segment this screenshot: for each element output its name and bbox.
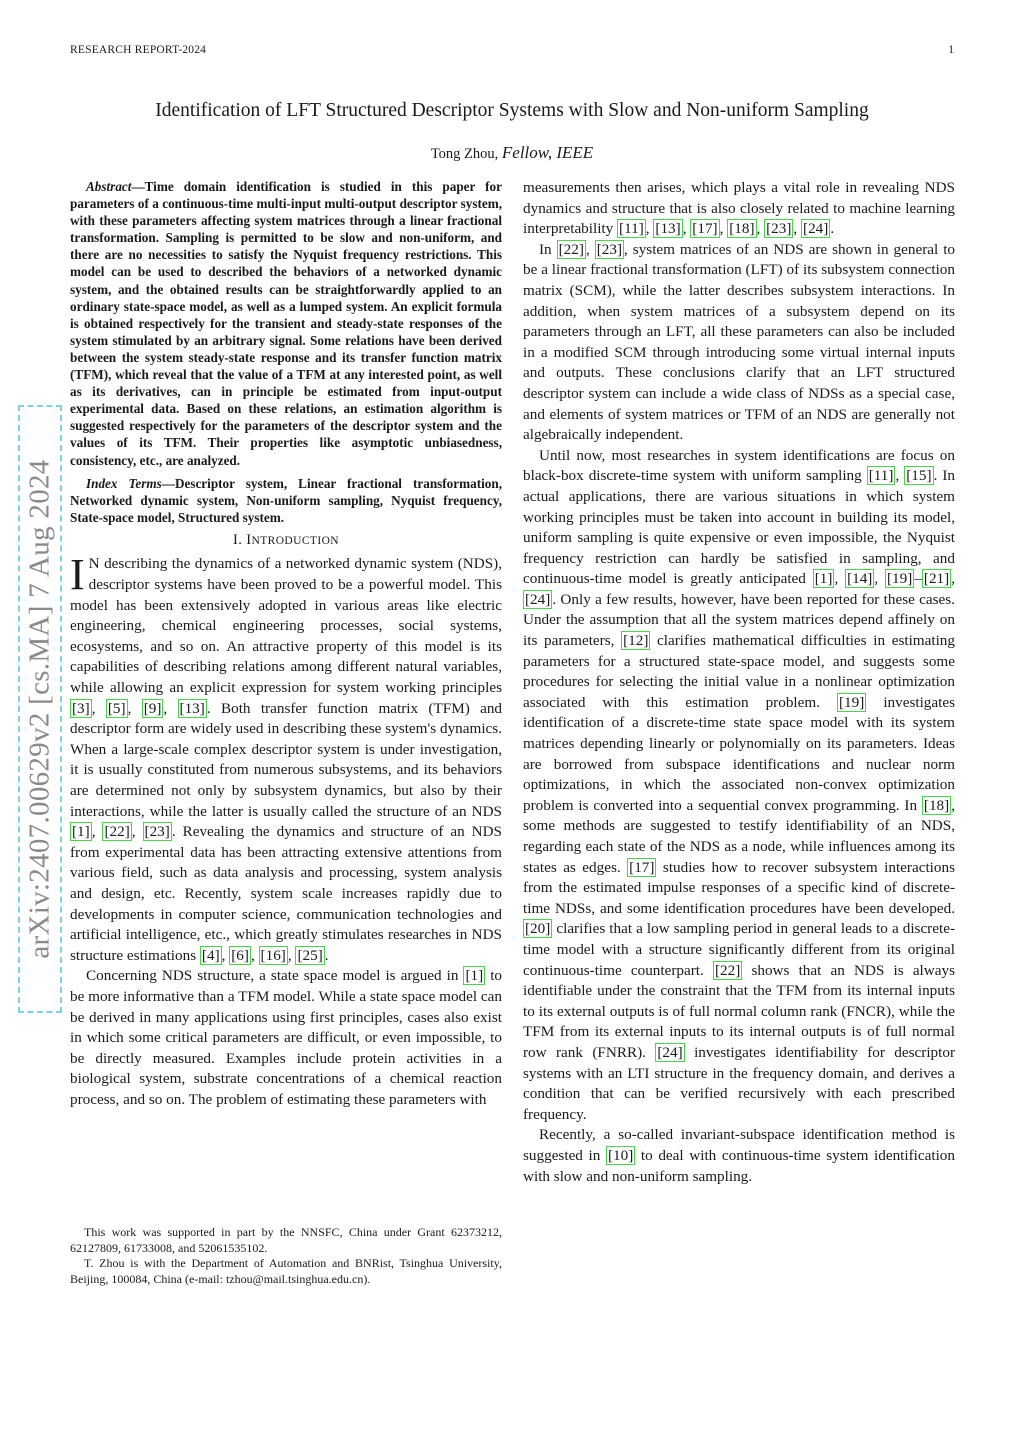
page-number: 1	[948, 44, 954, 56]
citation-link[interactable]: [23]	[596, 240, 623, 258]
citation-link[interactable]: [1]	[465, 967, 484, 985]
index-terms-lead: Index Terms	[86, 475, 162, 491]
author-role: Fellow, IEEE	[501, 143, 594, 162]
abstract-text: —Time domain identification is studied in this paper for parameters of a continuous-time multi-input multi-output descriptor system, with these parameters affecting system matrices through a linear fractional transformation. Sampling is permitted to be slow and non-uniform, and there are no necessities to satisfy the Nyquist frequency restrictions. This model can be used to described the behaviors of a networked dynamic system, and the obtained results can be straightforwardly applied to an ordinary state-space model, as well as a lumped system. An explicit formula is obtained respectively for the transient and steady-state responses of the system stimulated by an arbitrary signal. Some relations have been derived between the system steady-state response and its transfer function matrix (TFM), which reveal that the value of a TFM at any interested point, as well as its derivatives, can in principle be estimated from input-output experimental data. Based on these relations, an estimation algorithm is suggested respectively for the parameters of the descriptor system and the values of its TFM. Their properties like asymptotic unbiasedness, consistency, etc., are analyzed.	[70, 179, 502, 468]
citation-link[interactable]: [13]	[655, 220, 681, 238]
section-title-rest: NTRODUCTION	[251, 534, 339, 547]
citation-link[interactable]: [19]	[887, 570, 913, 588]
abstract-lead: Abstract	[86, 179, 132, 194]
paragraph-4: Until now, most researches in system identifications are focus on black-box discrete-time system with uniform sampling [11] , [15] . In actual applications, there are various situations in which system working principles must be taken into account in building its model, uniform sampling is quite expensive or even impossible, the Nyquist frequency restriction can hardly be satisfied in sampling, and continuous-time model is greatly anticipated [1] , [14] , [19] – [21] , [24] . Only a few results, however, have been reported for these cases. Under the assumption that all the system matrices depend affinely on its parameters, [12] clarifies mathematical difficulties in estimating parameters for a structured state-space model, and suggests some procedures for selecting the initial value in a nonlinear optimization associated with this estimation problem. [19] investigates identification of a discrete-time state space model with its system matrices depending linearly or polynomially on its parameters. Ideas are borrowed from subspace identifications and nuclear norm optimizations, in which the associated non-convex optimization problem is converted into a sequential convex programming. In [18] , some methods are suggested to testify identifiability of an NDS, regarding each state of the NDS as a node, while influences among its states as edges. [17] studies how to recover subsystem interactions from the estimated impulse responses of a specific kind of discrete-time NDSs, and some identification procedures have been developed. [20] clarifies that a low sampling period in general leads to a discrete-time model with a structure significantly different from its original continuous-time counterpart. [22] shows that an NDS is always identifiable under the constraint that the TFM from its internal inputs to its external outputs is of full normal column rank (FNCR), while the TFM from its external inputs to its internal outputs is of full normal row rank (FNRR). [24] investigates identifiability for descriptor systems with an LTI structure in the frequency domain, and derives a condition that can be verified recursively with each prescribed frequency.	[523, 446, 956, 1123]
paragraph-3: In [22] , [23] , system matrices of an NDS are shown in general to be a linear fractional transformation (LFT) of its subsystem connection matrix (SCM), while the latter describes subsystem interactions. In addition, when system matrices of a subsystem depend on its parameters through an LFT, all these parameters can also be included in a modified SCM through introducing some virtual internal inputs and outputs. These conclusions clarify that an LFT structured descriptor system can include a wide class of NDSs as a special case, and elements of system matrices or TFM of an NDS are generally not algebraically independent.	[523, 240, 956, 444]
left-column	[70, 178, 502, 1111]
drop-cap: I	[70, 550, 85, 600]
citation-link[interactable]: [18]	[923, 796, 950, 814]
citation-link[interactable]: [21]	[923, 570, 950, 588]
index-terms	[70, 475, 502, 526]
citation-link[interactable]: [15]	[906, 467, 932, 485]
paragraph-2-continued: measurements then arises, which plays a vital role in revealing NDS dynamics and structure that is also closely related to machine learning interpretability [11] , [13] , [17] , [18] , [23] , [24] .	[523, 179, 955, 238]
paragraph-2: Concerning NDS structure, a state space model is argued in [1] to be more informative than a TFM model. While a state space model can be derived in many applications using first principles, cases also exist in which some critical parameters are difficult, or even impossible, to be directly measured. Examples include protein activities in a biological system, substrate concentrations of a chemical reaction process, and so on. The problem of estimating these parameters with	[70, 967, 503, 1108]
citation-link[interactable]: [11]	[619, 220, 644, 238]
citation-link[interactable]: [10]	[607, 1146, 634, 1164]
citation-link[interactable]: [5]	[107, 699, 126, 717]
section-number: I.	[233, 531, 243, 548]
footnote-affiliation: T. Zhou is with the Department of Automation and BNRist, Tsinghua University, Beijing, 100084, China (e-mail: tzhou@mail.tsinghua.edu.cn).	[70, 1256, 502, 1286]
citation-link[interactable]: [14]	[847, 570, 873, 588]
citation-link[interactable]: [20]	[525, 920, 551, 938]
citation-link[interactable]: [24]	[525, 590, 551, 608]
citation-link[interactable]: [23]	[766, 220, 792, 238]
citation-link[interactable]: [1]	[814, 570, 833, 588]
citation-link[interactable]: [22]	[104, 823, 130, 841]
citation-link[interactable]: [11]	[868, 467, 894, 485]
citation-link[interactable]: [22]	[714, 961, 741, 979]
citation-link[interactable]: [3]	[72, 699, 90, 717]
author-name: Tong Zhou,	[430, 146, 499, 162]
abstract	[70, 178, 502, 469]
section-heading	[70, 530, 502, 552]
running-header: RESEARCH REPORT-2024	[70, 44, 207, 56]
citation-link[interactable]: [24]	[657, 1043, 683, 1061]
citation-link[interactable]: [19]	[839, 693, 865, 711]
footnotes	[70, 1225, 502, 1287]
paragraph-5: Recently, a so-called invariant-subspace identification method is suggested in [10] to deal with continuous-time system identification with slow and non-uniform sampling.	[523, 1126, 955, 1185]
footnote-funding: This work was supported in part by the NNSFC, China under Grant 62373212, 62127809, 61733008, and 52061535102.	[70, 1225, 502, 1255]
arxiv-stamp-text: arXiv:2407.00629v2 [cs.MA] 7 Aug 2024	[23, 459, 56, 959]
citation-link[interactable]: [22]	[558, 240, 584, 258]
author-line	[0, 143, 1024, 163]
citation-link[interactable]: [1]	[72, 823, 90, 841]
citation-link[interactable]: [24]	[803, 220, 829, 238]
citation-link[interactable]: [23]	[144, 823, 170, 841]
section-title-cap: I	[246, 531, 252, 548]
paper-title: Identification of LFT Structured Descriptor Systems with Slow and Non-uniform Sampling	[155, 100, 869, 121]
citation-link[interactable]: [9]	[143, 699, 162, 717]
citation-link[interactable]: [25]	[297, 946, 323, 964]
paragraph-1: I N describing the dynamics of a networked dynamic system (NDS), descriptor systems have been proved to be a powerful model. This model has been extensively adopted in various areas like electric engineering, chemical engineering processes, social systems, ecosystems, and so on. An attractive property of this model is its capabilities of describing relations among different natural variables, while allowing an explicit expression for system working principles [3] , [5] , [9] , [13] . Both transfer function matrix (TFM) and descriptor form are widely used in describing these system's dynamics. When a large-scale complex descriptor system is under investigation, it is usually constituted from numerous subsystems, and its behaviors are determined not only by subsystem dynamics, but also by their interactions, while the latter is usually called the structure of an NDS [1] , [22] , [23] . Revealing the dynamics and structure of an NDS from experimental data has been attracting extensive attentions from various field, such as data analysis and processing, system analysis and design, etc. Recently, system scale increases rapidly due to developments in computer science, communication technologies and artificial intelligence, etc., which greatly stimulates researches in NDS structure estimations [4] , [6] , [16] , [25] .	[70, 550, 503, 964]
citation-link[interactable]: [12]	[623, 632, 649, 650]
index-terms-text: —Descriptor system, Linear fractional transformation, Networked dynamic system, Non-uniform sampling, Nyquist frequency, State-space model, Structured system.	[70, 475, 502, 525]
citation-link[interactable]: [13]	[179, 699, 205, 717]
citation-link[interactable]: [16]	[260, 946, 286, 964]
citation-link[interactable]: [6]	[231, 946, 249, 964]
citation-link[interactable]: [18]	[729, 220, 755, 238]
citation-link[interactable]: [17]	[692, 220, 718, 238]
citation-link[interactable]: [4]	[201, 946, 220, 964]
arxiv-stamp-link[interactable]	[18, 405, 62, 1013]
citation-link[interactable]: [17]	[629, 858, 655, 876]
right-column	[523, 178, 955, 1187]
